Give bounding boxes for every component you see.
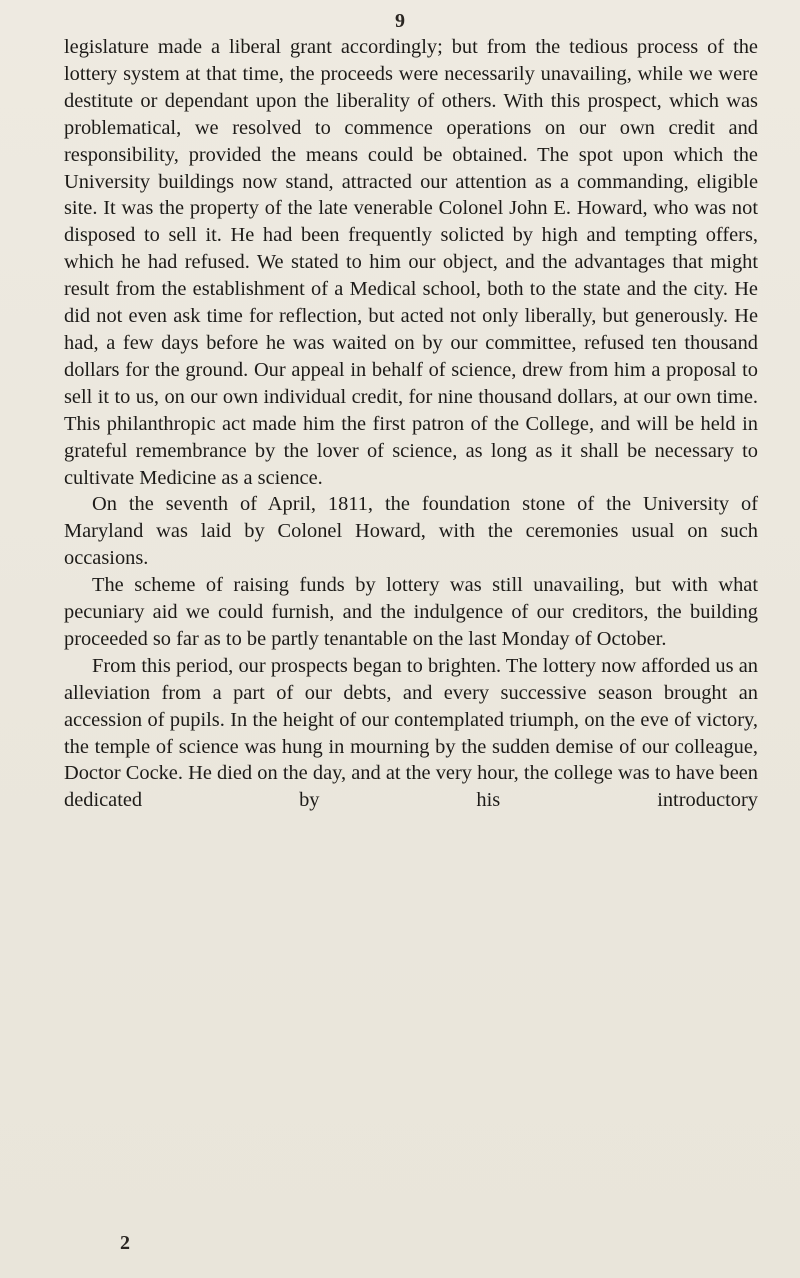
body-text bbox=[64, 34, 758, 814]
paragraph-prospects: From this period, our prospects began to brighten. The lottery now afforded us an alleviation from a part of our debts, and every successive season brought an accession of pupils. In the height of our contemplated triumph, on the eve of victory, the temple of science was hung in mourning by the sudden demise of our colleague, Doctor Cocke. He died on the day, and at the very hour, the college was to have been dedicated by his introductory bbox=[64, 654, 758, 812]
paragraph-foundation-stone: On the seventh of April, 1811, the foundation stone of the University of Maryland was laid by Colonel Howard, with the ceremonies usual on such occasions. bbox=[64, 493, 758, 570]
paragraph-land-purchase: legislature made a liberal grant accordingly; but from the tedious process of the lottery system at that time, the proceeds were necessarily unavailing, while we were destitute or dependant upon the liberality of others. With this prospect, which was problematical, we resolved to commence operations on our own credit and responsibility, provided the means could be obtained. The spot upon which the University buildings now stand, attracted our attention as a commanding, eligible site. It was the property of the late venerable Colonel John E. Howard, who was not disposed to sell it. He had been frequently solicted by high and tempting offers, which he had refused. We stated to him our object, and the advantages that might result from the establishment of a Medical school, both to the state and the city. He did not even ask time for reflection, but acted not only liberally, but generously. He had, a few days before he was waited on by our committee, refused ten thousand dollars for the ground. Our appeal in behalf of science, drew from him a proposal to sell it to us, on our own individual credit, for nine thousand dollars, at our own time. This philanthropic act made him the first patron of the College, and will be held in grateful remembrance by the lover of science, as long as it shall be necessary to cultivate Medicine as a science. bbox=[64, 36, 758, 489]
signature-mark: 2 bbox=[120, 1232, 130, 1254]
page-number: 9 bbox=[395, 10, 405, 32]
paragraph-lottery-scheme: The scheme of raising funds by lottery was still unavailing, but with what pecuniary aid we could furnish, and the indulgence of our creditors, the building proceeded so far as to be partly tenantable on the last Monday of October. bbox=[64, 574, 758, 650]
